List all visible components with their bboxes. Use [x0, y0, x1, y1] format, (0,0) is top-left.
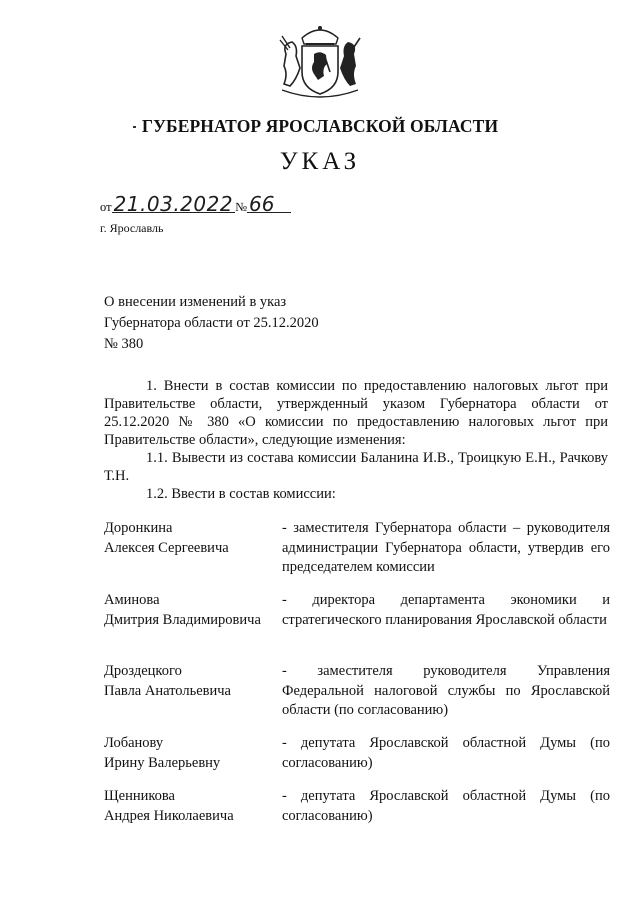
member-name	[104, 787, 279, 826]
stray-mark	[133, 126, 136, 128]
member-name	[104, 734, 279, 773]
paragraph: 1.1. Вывести из состава комиссии Баланина И.В., Троицкую Е.Н., Рачкову Т.Н.	[104, 450, 608, 484]
member-role: - депутата Ярославской областной Думы (по согласованию)	[282, 788, 610, 824]
subject-line: О внесении изменений в указ	[104, 294, 287, 310]
paragraph: 1. Внести в состав комиссии по предоставлению налоговых льгот при Правительстве области, утвержденный указом Губернатора области от 25.12.2020 № 380 «О комиссии по предоставлению налоговых льгот при Правительстве области», следующие изменения:	[104, 378, 608, 448]
coat-of-arms-icon	[272, 24, 368, 100]
member-surname: Дроздецкого	[104, 663, 182, 679]
paragraph: 1.2. Ввести в состав комиссии:	[146, 486, 336, 502]
number-prefix: №	[235, 200, 248, 214]
document-type: УКАЗ	[279, 148, 361, 175]
member-name	[104, 519, 279, 558]
handwritten-number: 66	[247, 196, 291, 213]
member-given-names: Павла Анатольевича	[104, 682, 231, 699]
member-given-names: Ирину Валерьевну	[104, 754, 221, 771]
date-prefix: от	[100, 200, 112, 214]
member-role: - заместителя руководителя Управления Федеральной налоговой службы по Ярославской области (по согласованию)	[282, 663, 610, 718]
document-body	[104, 377, 608, 503]
subject-line: № 380	[104, 336, 144, 352]
member-surname: Аминова	[104, 592, 160, 608]
member-surname: Лобанову	[104, 735, 164, 751]
member-surname: Щенникова	[104, 788, 175, 804]
member-given-names: Дмитрия Владимировича	[104, 611, 261, 628]
date-line	[100, 192, 291, 216]
document-subject	[104, 292, 319, 355]
member-surname: Доронкина	[104, 520, 173, 536]
organization-title: ГУБЕРНАТОР ЯРОСЛАВСКОЙ ОБЛАСТИ	[141, 116, 499, 136]
member-role: - директора департамента экономики и стратегического планирования Ярославской области	[282, 592, 610, 628]
subject-line: Губернатора области от 25.12.2020	[104, 315, 319, 331]
member-name	[104, 662, 279, 701]
member-given-names: Андрея Николаевича	[104, 807, 234, 824]
member-given-names: Алексея Сергеевича	[104, 539, 229, 556]
city: г. Ярославль	[100, 221, 164, 235]
member-role: - депутата Ярославской областной Думы (по согласованию)	[282, 735, 610, 771]
handwritten-date: 21.03.2022	[113, 192, 234, 216]
member-role: - заместителя Губернатора области – руководителя администрации Губернатора области, утвердив его председателем комиссии	[282, 520, 610, 575]
member-name	[104, 591, 279, 630]
